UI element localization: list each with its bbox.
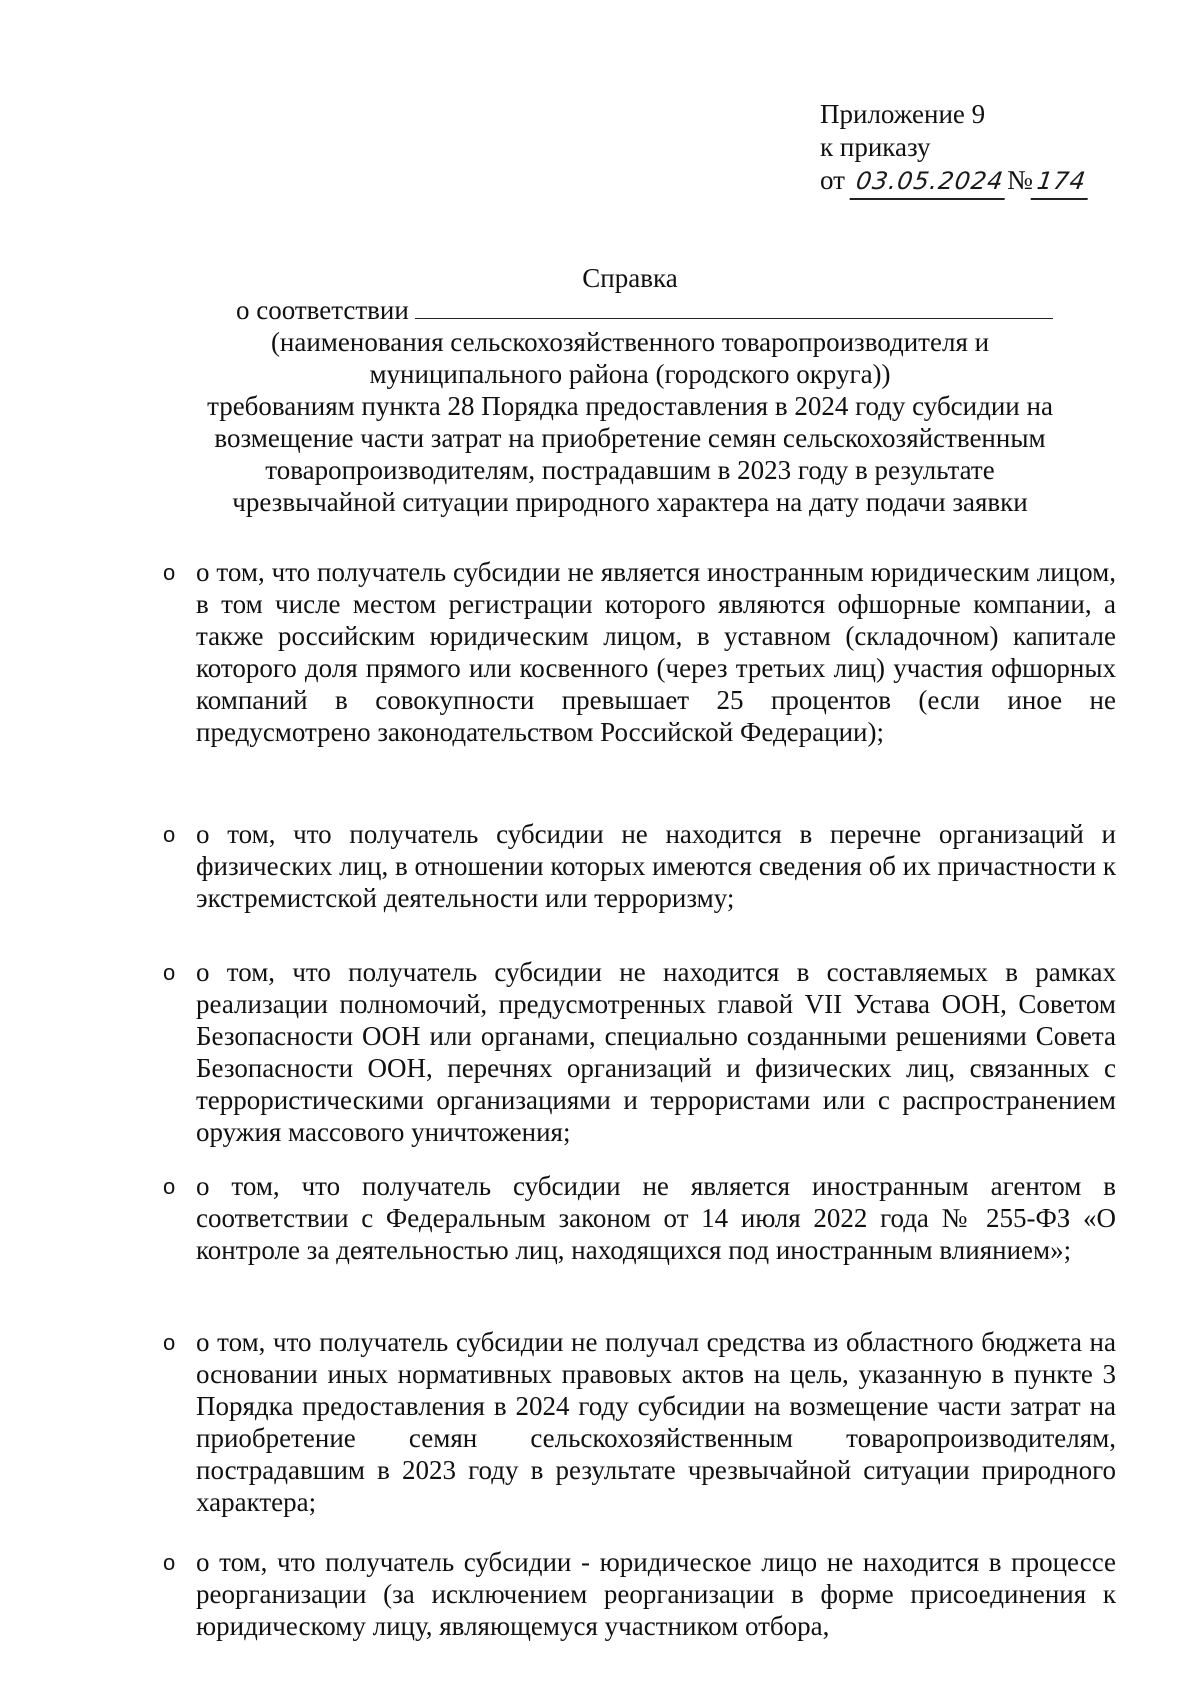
list-item-text: о том, что получатель субсидии - юридическое лицо не находится в процессе реорганизации (за исключением реорганизации в форме присоединения к юридическому лицу, являющемуся участником отбора, bbox=[196, 1547, 1116, 1641]
requirement-line-1: требованиям пункта 28 Порядка предоставления в 2024 году субсидии на bbox=[207, 391, 1053, 421]
appendix-order-ref: к приказу bbox=[820, 132, 931, 162]
bullet-icon: o bbox=[163, 1330, 176, 1355]
handwritten-number: 174 bbox=[1030, 165, 1092, 200]
bullet-icon: o bbox=[163, 822, 176, 847]
bullet-icon: o bbox=[163, 1550, 176, 1575]
document-heading: Справка bbox=[582, 263, 678, 293]
from-prefix: от bbox=[820, 165, 845, 195]
bullet-icon: o bbox=[163, 1174, 176, 1199]
list-item-text: о том, что получатель субсидии не является иностранным юридическим лицом, в том числе местом регистрации которого являются офшорные компании, а также российским юридическим лицом, в уставном (складочном) капитале которого доля прямого или косвенного (через третьих лиц) участия офшорных компаний в совокупности превышает 25 процентов (если иное не предусмотрено законодательством Российской Федерации); bbox=[196, 557, 1116, 747]
list-item-text: о том, что получатель субсидии не получал средства из областного бюджета на основании иных нормативных правовых актов на цель, указанную в пункте 3 Порядка предоставления в 2024 году субсидии на возмещение части затрат на приобретение семян сельскохозяйственным товаропроизводителям, пострадавшим в 2023 году в результате чрезвычайной ситуации природного характера; bbox=[196, 1327, 1116, 1517]
list-item-text: о том, что получатель субсидии не находится в перечне организаций и физических лиц, в отношении которых имеются сведения об их причастности к экстремистской деятельности или терроризму; bbox=[196, 819, 1116, 913]
conformity-line bbox=[150, 294, 1110, 326]
appendix-title: Приложение 9 bbox=[820, 99, 986, 129]
bullet-icon: o bbox=[163, 960, 176, 985]
requirement-line-2: возмещение части затрат на приобретение семян сельскохозяйственным bbox=[214, 423, 1046, 453]
handwritten-date: 03.05.2024 bbox=[849, 165, 1009, 200]
list-item-text: о том, что получатель субсидии не является иностранным агентом в соответствии с Федеральным законом от 14 июля 2022 года № 255-ФЗ «О контроле за деятельностью лиц, находящихся под иностранным влиянием»; bbox=[196, 1171, 1116, 1265]
number-prefix: № bbox=[1007, 165, 1033, 195]
bullet-icon: o bbox=[163, 560, 176, 585]
blank-fill-line bbox=[415, 296, 1053, 319]
title-block bbox=[150, 262, 1110, 518]
list-item-text: о том, что получатель субсидии не находится в составляемых в рамках реализации полномочий, предусмотренных главой VII Устава ООН, Советом Безопасности ООН или органами, специально созданными решениями Совета Безопасности ООН, перечнях организаций и физических лиц, связанных с террористическими организациями и террористами или с распространением оружия массового уничтожения; bbox=[196, 957, 1116, 1147]
appendix-block bbox=[820, 98, 1140, 200]
conformity-label: о соответствии bbox=[236, 295, 409, 325]
requirement-line-4: чрезвычайной ситуации природного характера на дату подачи заявки bbox=[232, 487, 1028, 517]
subnote-line-2: муниципального района (городского округа)) bbox=[369, 359, 891, 389]
subnote-line-1: (наименования сельскохозяйственного товаропроизводителя и bbox=[270, 327, 990, 357]
appendix-date-line bbox=[820, 164, 1140, 200]
requirement-line-3: товаропроизводителям, пострадавшим в 2023 году в результате bbox=[265, 455, 995, 485]
